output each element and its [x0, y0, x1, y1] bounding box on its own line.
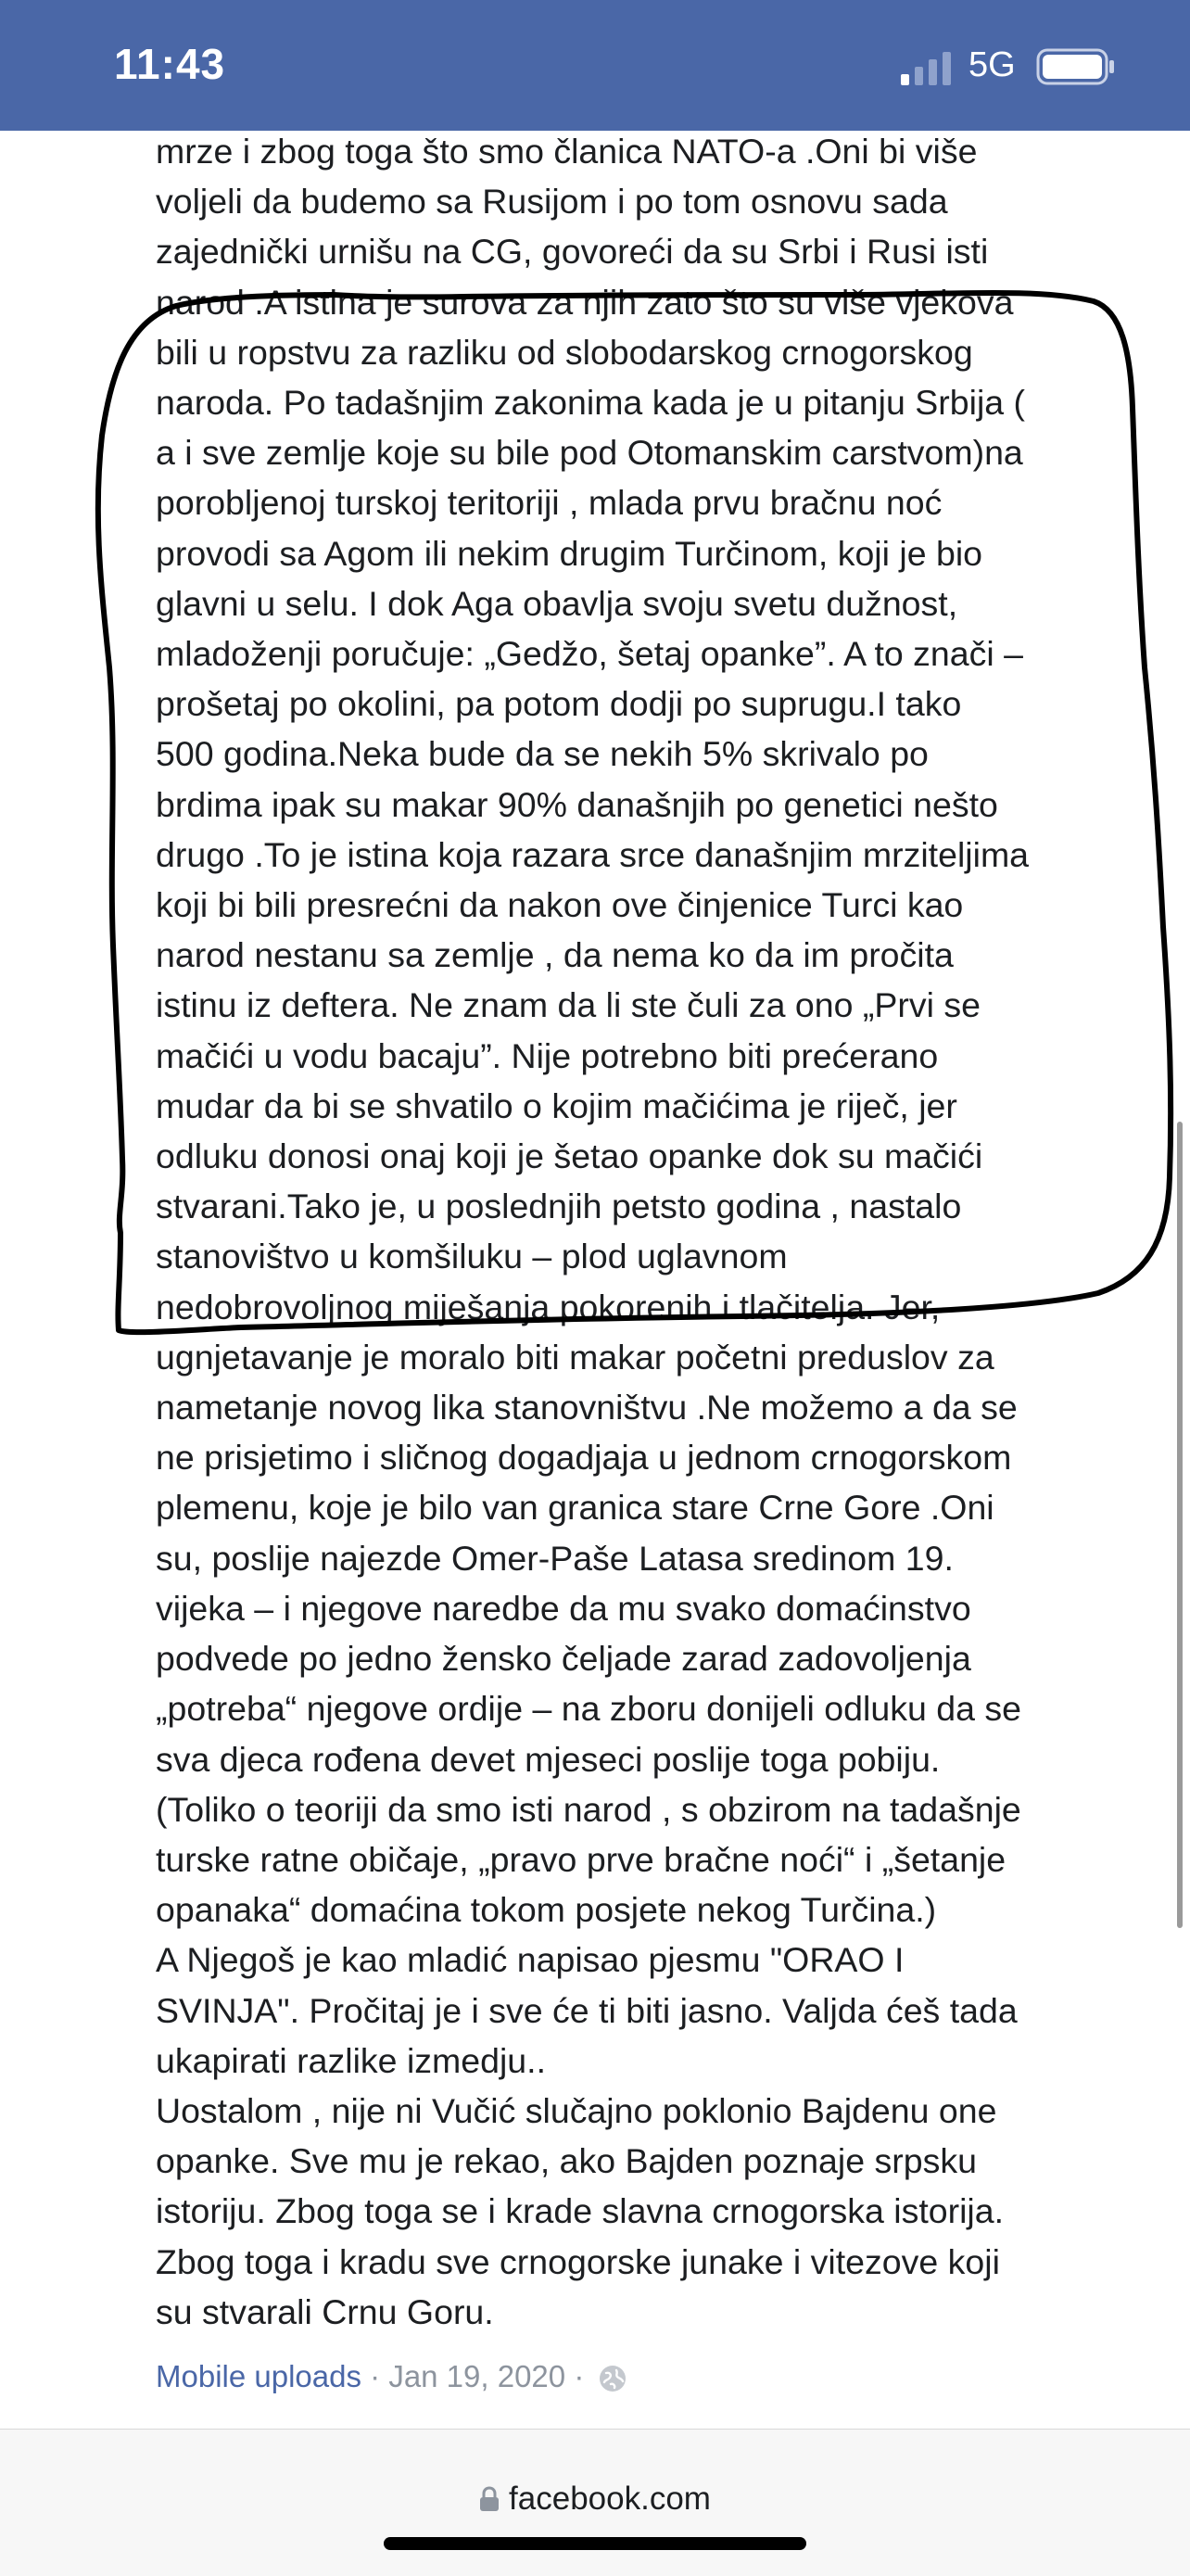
post-line: zajednički urnišu na CG, govoreći da su Srbi i Rusi isti: [156, 232, 989, 272]
status-bar: [0, 0, 1190, 131]
globe-icon: [598, 2364, 627, 2393]
post-meta: [156, 2359, 627, 2394]
post-text: [156, 126, 1175, 2337]
post-line: Uostalom , nije ni Vučić slučajno poklonio Bajdenu one: [156, 2090, 997, 2130]
post-line: A Njegoš je kao mladić napisao pjesmu "ORAO I: [156, 1940, 905, 1980]
post-line: nametanje novog lika stanovništvu .Ne možemo a da se: [156, 1388, 1018, 1428]
post-line: su stvarali Crnu Goru.: [156, 2291, 494, 2331]
post-line: su, poslije najezde Omer-Paše Latasa sredinom 19.: [156, 1538, 954, 1578]
lock-icon: [479, 2486, 500, 2512]
meta-separator: ·: [565, 2359, 593, 2393]
post-line: mrze i zbog toga što smo članica NATO-a .Oni bi više: [156, 132, 978, 171]
post-line: opanke. Sve mu je rekao, ako Bajden poznaje srpsku: [156, 2141, 977, 2181]
cellular-signal-icon: [901, 52, 956, 85]
post-line: ukapirati razlike izmedju..: [156, 2040, 546, 2080]
album-link[interactable]: Mobile uploads: [156, 2359, 361, 2393]
clock: 11:43: [114, 40, 226, 88]
post-line: drugo .To je istina koja razara srce današnjim mrziteljima: [156, 834, 1030, 874]
post-line: (Toliko o teoriji da smo isti narod , s obzirom na tadašnje: [156, 1789, 1021, 1829]
post-line: prošetaj po okolini, pa potom dodji po suprugu.I tako: [156, 684, 962, 724]
post-line: narod .A istina je surova za njih zato što su više vjekova: [156, 282, 1014, 322]
meta-separator: ·: [361, 2359, 389, 2393]
post-line: opanaka“ domaćina tokom posjete nekog Turčina.): [156, 1890, 937, 1930]
post-line: stvarani.Tako je, u poslednjih petsto godina , nastalo: [156, 1186, 962, 1226]
post-line: plemenu, koje je bilo van granica stare Crne Gore .Oni: [156, 1488, 994, 1528]
post-line: ugnjetavanje je moralo biti makar početni preduslov za: [156, 1337, 994, 1377]
battery-icon: [1036, 48, 1116, 85]
post-line: stanovištvo u komšiluku – plod uglavnom: [156, 1237, 788, 1276]
post-line: vijeka – i njegove naredbe da mu svako domaćinstvo: [156, 1588, 971, 1628]
post-line: „potreba“ njegove ordije – na zboru donijeli odluku da se: [156, 1689, 1021, 1729]
post-line: naroda. Po tadašnjim zakonima kada je u pitanju Srbija (: [156, 383, 1026, 423]
post-line: istoriju. Zbog toga se i krade slavna crnogorska istorija.: [156, 2191, 1005, 2231]
post-line: mačići u vodu bacaju”. Nije potrebno biti prećerano: [156, 1035, 939, 1075]
network-type: 5G: [968, 45, 1016, 84]
post-line: bili u ropstvu za razliku od slobodarskog crnogorskog: [156, 332, 973, 372]
post-line: Zbog toga i kradu sve crnogorske junake i vitezove koji: [156, 2241, 1000, 2281]
home-indicator[interactable]: [384, 2537, 806, 2550]
post-date[interactable]: Jan 19, 2020: [388, 2359, 566, 2393]
post-line: podvede po jedno žensko čeljade zarad zadovoljenja: [156, 1639, 971, 1679]
post-line: ne prisjetimo i sličnog dogadjaja u jednom crnogorskom: [156, 1438, 1012, 1478]
post-line: turske ratne običaje, „pravo prve bračne noći“ i „šetanje: [156, 1839, 1006, 1879]
post-line: a i sve zemlje koje su bile pod Otomanskim carstvom)na: [156, 433, 1023, 473]
post-line: mladoženji poručuje: „Gedžo, šetaj opanke”. A to znači –: [156, 634, 1023, 674]
post-line: sva djeca rođena devet mjeseci poslije toga pobiju.: [156, 1739, 941, 1779]
post-line: glavni u selu. I dok Aga obavlja svoju svetu dužnost,: [156, 583, 958, 623]
post-line: koji bi bili presrećni da nakon ove činjenice Turci kao: [156, 885, 964, 925]
address-bar[interactable]: [0, 2481, 1190, 2518]
post-line: brdima ipak su makar 90% današnjih po genetici nešto: [156, 784, 998, 824]
post-line: narod nestanu sa zemlje , da nema ko da im pročita: [156, 935, 954, 975]
scrollbar-thumb[interactable]: [1177, 1122, 1183, 1928]
post-line: nedobrovoljnog miješanja pokorenih i tlačitelja. Jer,: [156, 1287, 941, 1326]
post-line: 500 godina.Neka bude da se nekih 5% skrivalo po: [156, 734, 929, 774]
browser-bottom-bar: [0, 2429, 1190, 2576]
post-line: porobljenoj turskoj teritoriji , mlada prvu bračnu noć: [156, 483, 943, 523]
post-line: odluku donosi onaj koji je šetao opanke dok su mačići: [156, 1136, 983, 1176]
post-line: mudar da bi se shvatilo o kojim mačićima je riječ, jer: [156, 1085, 957, 1125]
post-line: istinu iz deftera. Ne znam da li ste čuli za ono „Prvi se: [156, 985, 981, 1025]
post-line: voljeli da budemo sa Rusijom i po tom osnovu sada: [156, 182, 948, 222]
url-text: facebook.com: [509, 2481, 711, 2517]
post-line: SVINJA". Pročitaj je i sve će ti biti jasno. Valjda ćeš tada: [156, 1990, 1018, 2030]
post-line: provodi sa Agom ili nekim drugim Turčinom, koji je bio: [156, 533, 983, 573]
